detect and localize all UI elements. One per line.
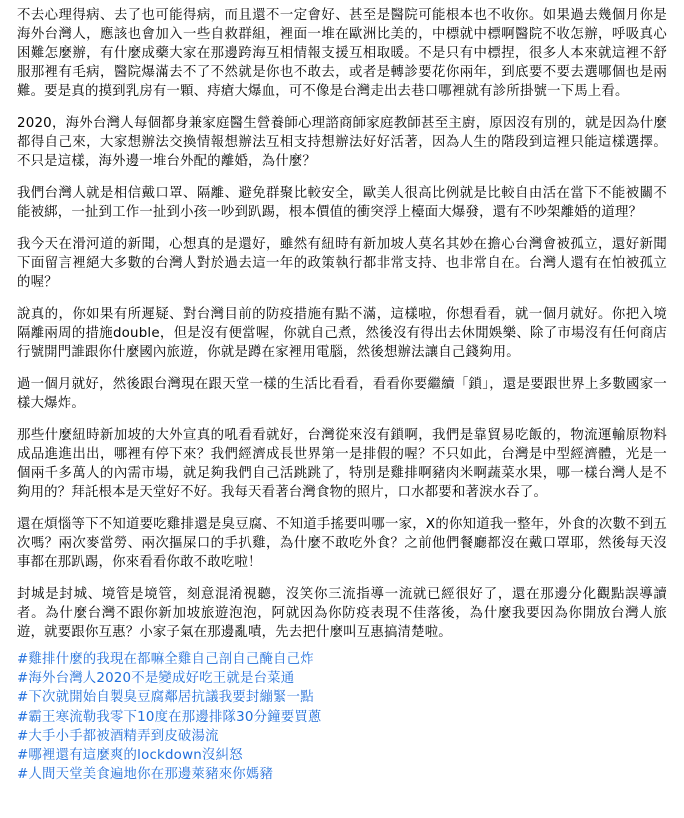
- post-body: [17, 6, 667, 784]
- post-paragraph-6: 過一個月就好，然後跟台灣現在跟天堂一樣的生活比看看，看看你要繼續「鎖」，還是要跟世界上多數國家一樣大爆炸。: [17, 377, 667, 411]
- post-paragraph-4: 我今天在滑河道的新聞，心想真的是還好，雖然有紐時有新加坡人莫名其妙在擔心台灣會被孤立，還好新聞下面留言裡絕大多數的台灣人對於過去這一年的政策執行都非常支持、也非常自在。台灣人還有在怕被孤立的喔？: [17, 237, 667, 290]
- hashtag-link[interactable]: #下次就開始自製臭豆腐鄰居抗議我要封繃緊一點: [17, 690, 314, 706]
- post-paragraph-8: 還在煩惱等下不知道要吃雞排還是臭豆腐、不知道手搖要叫哪一家，X的你知道我一整年，外食的次數不到五次嗎？兩次麥當勞、兩次摳屎口的手扒雞，為什麼不敢吃外食？之前他們餐廳都沒在戴口罩耶，然後每天沒事都在那趴踢，你來看看你敢不敢吃啦！: [17, 517, 667, 570]
- hashtag-link[interactable]: #哪裡還有這麼爽的lockdown沒糾怒: [17, 748, 243, 764]
- post-paragraph-7: 那些什麼紐時新加坡的大外宣真的吼看看就好，台灣從來沒有鎖啊，我們是靠貿易吃飯的，物流運輸原物料成品進進出出，哪裡有停下來？我們經濟成長世界第一是排假的喔？不只如此，台灣是中型經濟體，光是一個兩千多萬人的內需市場，就足夠我們自己活跳跳了，特別是雞排啊豬肉米啊蔬菜水果，哪一樣台灣人是不夠用的？拜託根本是天堂好不好。我每天看著台灣食物的照片，口水都要和著淚水吞了。: [17, 428, 667, 500]
- hashtag-list: [17, 650, 667, 784]
- hashtag-link[interactable]: #大手小手都被酒精弄到皮破湯流: [17, 728, 219, 744]
- hashtag-link[interactable]: #人間天堂美食遍地你在那邊萊豬來你媽豬: [17, 767, 274, 783]
- hashtag-link[interactable]: #海外台灣人2020不是變成好吃王就是台菜通: [17, 671, 295, 687]
- hashtag-link[interactable]: #雞排什麼的我現在都嘛全雞自己剖自己醃自己炸: [17, 652, 314, 667]
- post-paragraph-5: 說真的，你如果有所遲疑、對台灣目前的防疫措施有點不滿，這樣啦，你想看看，就一個月就好。你把入境隔離兩周的措施double，但是沒有便當喔，你就自己煮，然後沒有得出去休閒娛樂、除了市場沒有任何商店行號開門誰跟你什麼國內旅遊，你就是蹲在家裡用電腦，然後想辦法讓自己錢夠用。: [17, 307, 667, 360]
- post-paragraph-9: 封城是封城、境管是境管，刻意混淆視聽，沒笑你三流指導一流就已經很好了，還在那邊分化觀點誤導讀者。為什麼台灣不跟你新加坡旅遊泡泡，阿就因為你防疫表現不佳落後，為什麼我要因為你開放台灣人旅遊，就要跟你互惠？小家子氣在那邊亂嘖，先去把什麼叫互惠搞清楚啦。: [17, 587, 667, 640]
- post-paragraph-3: 我們台灣人就是相信戴口罩、隔離、避免群聚比較安全，歐美人很高比例就是比較自由活在當下不能被關不能被綁，一扯到工作一扯到小孩一吵到趴踢，根本價值的衝突浮上檯面大爆發，還有不吵架離婚的道理？: [17, 186, 667, 220]
- hashtag-link[interactable]: #霸王寒流勒我零下10度在那邊排隊30分鐘要買蔥: [17, 709, 322, 725]
- post-paragraph-1: 不去心理得病、去了也可能得病，而且還不一定會好、甚至是醫院可能根本也不收你。如果過去幾個月你是海外台灣人，應該也會加入一些自救群組，裡面一堆在歐洲比美的，中標就中標啊醫院不收怎辦，呼吸真心困難怎麼辦，有什麼成藥大家在那邊跨海互相情報支援互相取暖。不是只有中標捏，很多人本來就這裡不舒服那裡有毛病，醫院爆滿去不了不然就是你也不敢去，或者是轉診要花你兩年，到底要不要去選哪個也是兩難。要是真的摸到乳房有一顆、痔瘡大爆血，可不像是台灣走出去巷口哪裡就有診所掛號一下馬上看。: [17, 8, 667, 99]
- post-paragraph-2: 2020，海外台灣人每個都身兼家庭醫生營養師心理諮商師家庭教師甚至主廚，原因沒有別的，就是因為什麼都得自己來，大家想辦法交換情報想辦法互相支持想辦法好好活著，因為人生的階段到這裡只能這樣選擇。不只是這樣，海外邊一堆台外配的離婚，為什麼？: [17, 116, 667, 169]
